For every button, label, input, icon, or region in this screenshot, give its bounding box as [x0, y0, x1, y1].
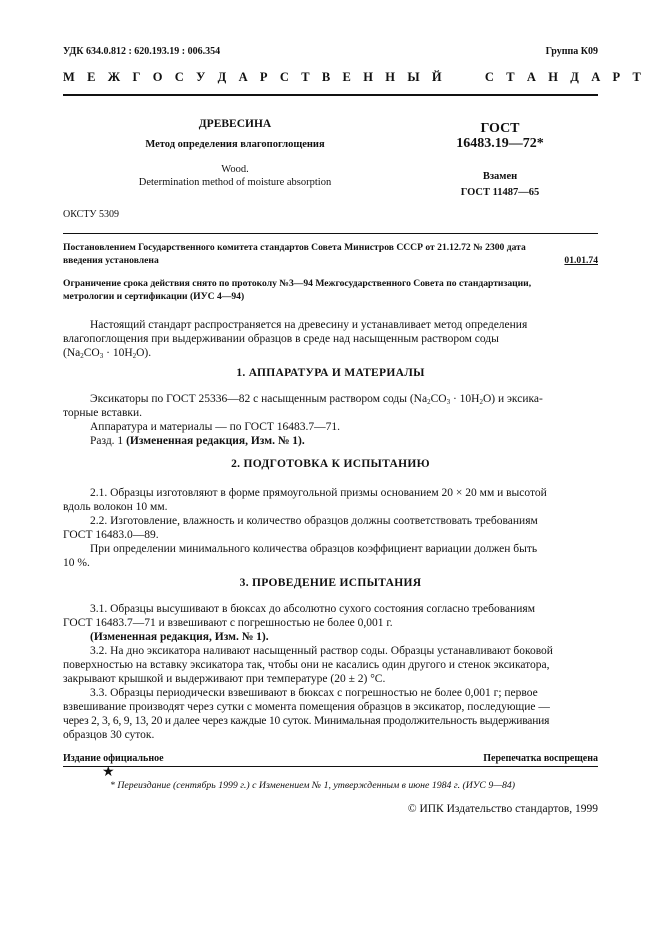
section-1-heading: 1. АППАРАТУРА И МАТЕРИАЛЫ — [236, 367, 425, 379]
section-2-p2-line-1: 2.2. Изготовление, влажность и количество образцов должны соответствовать требованиям — [90, 515, 538, 527]
intro-line-2: влагопоглощения при выдерживании образцов в среде над насыщенным раствором соды — [63, 333, 499, 345]
decree-rule — [63, 233, 598, 234]
section-3-p3-line-1: 3.3. Образцы периодически взвешивают в бюксах с погрешностью не более 0,001 г; первое — [90, 687, 538, 699]
section-2-p3-line-2: 10 %. — [63, 557, 90, 569]
header-rule — [63, 94, 598, 96]
section-3-p3-line-2: взвешивание производят через сутки с момента помещения образцов в эксикатор, последующие — — [63, 701, 550, 713]
official-edition: Издание официальное — [63, 753, 164, 764]
title-ru: ДРЕВЕСИНА — [198, 118, 272, 130]
reissue-note: * Переиздание (сентябрь 1999 г.) с Изменением № 1, утвержденным в июне 1984 г. (ИУС 9—84) — [110, 780, 516, 791]
star-icon: ★ — [102, 765, 115, 780]
decree-date: 01.01.74 — [564, 255, 598, 266]
section-2-p1-line-2: вдоль волокон 10 мм. — [63, 501, 168, 513]
replaces-number: ГОСТ 11487—65 — [460, 187, 540, 198]
footer-rule — [63, 766, 598, 767]
section-3-p2-line-1: 3.2. На дно эксикатора наливают насыщенный раствор соды. Образцы устанавливают боковой — [90, 645, 553, 657]
replaces-label: Взамен — [482, 171, 518, 182]
banner-interstate-standard: М Е Ж Г О С У Д А Р С Т В Е Н Н Ы Й С Т А Н Д А Р Т — [63, 70, 646, 84]
gost-label: ГОСТ — [480, 121, 520, 136]
section-3-p2-line-2: поверхностью на вставку эксикатора так, чтобы они не касались один другого и стенок эксикатора, — [63, 659, 550, 671]
decree-line-2: введения установлена — [63, 255, 159, 266]
section-2-p2-line-2: ГОСТ 16483.0—89. — [63, 529, 159, 541]
section-3-heading: 3. ПРОВЕДЕНИЕ ИСПЫТАНИЯ — [239, 577, 422, 589]
section-3-p1-line-2: ГОСТ 16483.7—71 и взвешивают с погрешностью не более 0,001 г. — [63, 617, 393, 629]
subtitle-ru: Метод определения влагопоглощения — [145, 139, 325, 150]
copyright: © ИПК Издательство стандартов, 1999 — [407, 803, 598, 815]
decree-line-1: Постановлением Государственного комитета стандартов Совета Министров СССР от 21.12.72 № 2300 дата — [63, 242, 526, 253]
section-2-p3-line-1: При определении минимального количества образцов коэффициент вариации должен быть — [90, 543, 538, 555]
limitation-line-2: метрологии и сертификации (ИУС 4—94) — [63, 291, 245, 302]
intro-formula: $(Na_2CO_3 \cdot 10H_2O)$. — [63, 347, 152, 360]
limitation-line-1: Ограничение срока действия снято по протоколу №3—94 Межгосударственного Совета по стандартизации, — [63, 278, 532, 289]
group-code: Группа К09 — [545, 46, 598, 57]
intro-line-1: Настоящий стандарт распространяется на древесину и устанавливает метод определения — [90, 319, 528, 331]
section-2-p1-line-1: 2.1. Образцы изготовляют в форме прямоугольной призмы основанием 20 × 20 мм и высотой — [90, 487, 547, 499]
section-2-heading: 2. ПОДГОТОВКА К ИСПЫТАНИЮ — [231, 458, 430, 470]
section-1-p1-line-2: торные вставки. — [63, 407, 143, 419]
title-en-1: Wood. — [221, 164, 249, 175]
reprint-prohibited: Перепечатка воспрещена — [483, 753, 598, 764]
section-3-p3-line-3: через 2, 3, 6, 9, 13, 20 и далее через каждые 10 суток. Минимальная продолжительность выдерживания — [63, 715, 550, 727]
section-3-p2-line-3: закрывают крышкой и выдерживают при температуре (20 ± 2) °С. — [63, 673, 386, 685]
section-1-p1-line-1: Эксикаторы по ГОСТ 25336—82 с насыщенным раствором соды $(Na_2CO_3 \cdot 10H_2O)$ и эксика- — [90, 393, 543, 406]
title-en-2: Determination method of moisture absorption — [138, 177, 332, 188]
section-3-p3-line-4: образцов 30 суток. — [63, 729, 155, 741]
oksty-code: ОКСТУ 5309 — [63, 209, 120, 220]
section-3-p1-line-1: 3.1. Образцы высушивают в бюксах до абсолютно сухого состояния согласно требованиям — [90, 603, 535, 615]
section-1-p2: Аппаратура и материалы — по ГОСТ 16483.7—71. — [90, 421, 341, 433]
udk-code: УДК 634.0.812 : 620.193.19 : 006.354 — [63, 46, 221, 57]
gost-number: 16483.19—72* — [456, 136, 544, 151]
section-1-p3: Разд. 1 (Измененная редакция, Изм. № 1). — [90, 435, 305, 447]
section-3-p1-note: (Измененная редакция, Изм. № 1). — [90, 631, 269, 643]
